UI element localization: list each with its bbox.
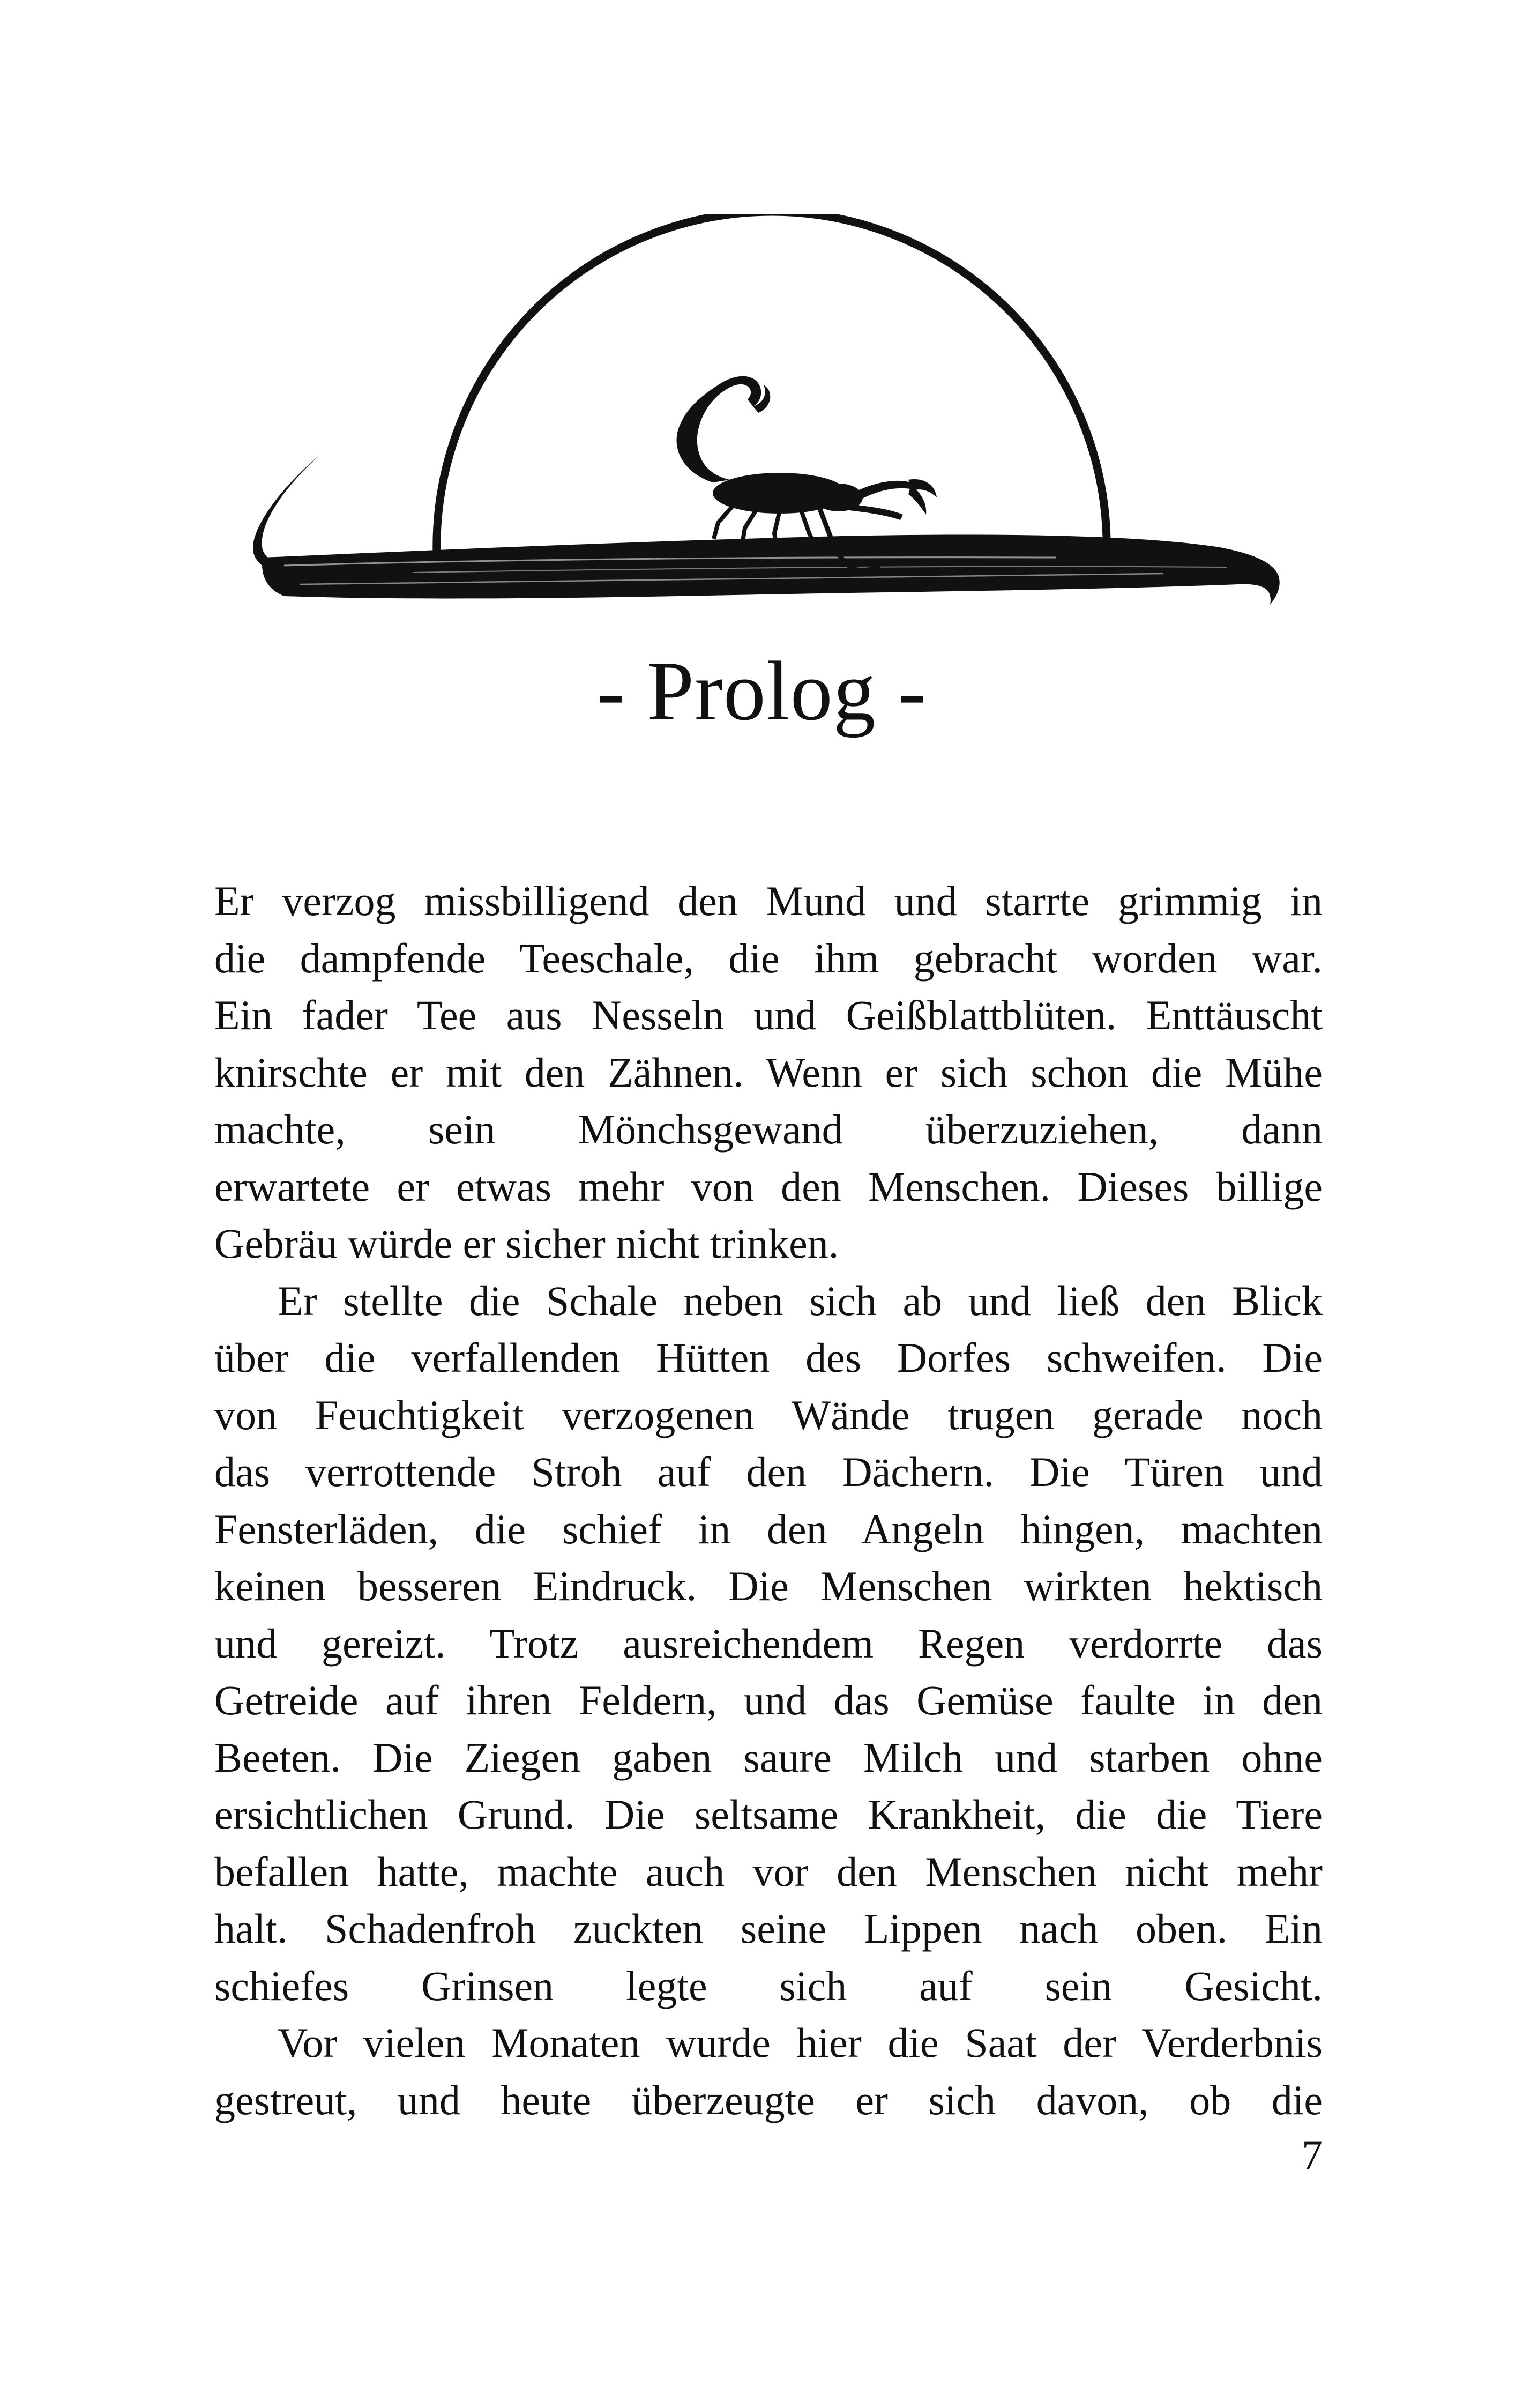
text-line: Vor vielen Monaten wurde hier die Saat der Verderbnis (278, 2019, 1323, 2066)
text-line: Beeten. Die Ziegen gaben saure Milch und starben ohne (214, 1734, 1323, 1781)
text-line: Getreide auf ihren Feldern, und das Gemüse faulte in den (214, 1677, 1323, 1723)
text-line: keinen besseren Eindruck. Die Menschen wirkten hektisch (214, 1563, 1323, 1609)
text-line: Er verzog missbilligend den Mund und starrte grimmig in (214, 878, 1323, 924)
text-line: erwartete er etwas mehr von den Menschen. Dieses billige (214, 1163, 1323, 1210)
text-line: Er stellte die Schale neben sich ab und ließ den Blick (278, 1277, 1323, 1324)
text-line: machte, sein Mönchsgewand überzuziehen, dann (214, 1106, 1323, 1153)
brush-bar-icon (262, 534, 1280, 605)
scorpion-emblem-icon (252, 214, 1291, 622)
chapter-title: - Prolog - (596, 644, 927, 738)
text-line: befallen hatte, machte auch vor den Menschen nicht mehr (214, 1848, 1323, 1895)
text-line: von Feuchtigkeit verzogenen Wände trugen gerade noch (214, 1391, 1323, 1438)
text-line: Ein fader Tee aus Nesseln und Geißblattblüten. Enttäuscht (214, 992, 1323, 1038)
text-line: Fensterläden, die schief in den Angeln hingen, machten (214, 1505, 1323, 1552)
paragraph-1 (214, 873, 1323, 1273)
text-line: halt. Schadenfroh zuckten seine Lippen nach oben. Ein (214, 1905, 1323, 1952)
text-line: die dampfende Teeschale, die ihm gebracht worden war. (214, 934, 1323, 982)
text-line: das verrottende Stroh auf den Dächern. Die Türen und (214, 1448, 1323, 1495)
text-line: und gereizt. Trotz ausreichendem Regen verdorrte das (214, 1619, 1323, 1667)
chapter-body (214, 873, 1323, 2129)
text-line: gestreut, und heute überzeugte er sich davon, ob die (214, 2076, 1323, 2123)
page-number: 7 (1302, 2131, 1323, 2178)
text-line: schiefes Grinsen legte sich auf sein Gesicht. (214, 1962, 1323, 2009)
text-line: Gebräu würde er sicher nicht trinken. (214, 1220, 839, 1267)
paragraph-2 (214, 1273, 1323, 2015)
paragraph-3 (214, 2015, 1323, 2129)
text-line: knirschte er mit den Zähnen. Wenn er sich schon die Mühe (214, 1049, 1323, 1096)
text-line: ersichtlichen Grund. Die seltsame Krankheit, die die Tiere (214, 1791, 1323, 1838)
text-line: über die verfallenden Hütten des Dorfes schweifen. Die (214, 1334, 1323, 1381)
